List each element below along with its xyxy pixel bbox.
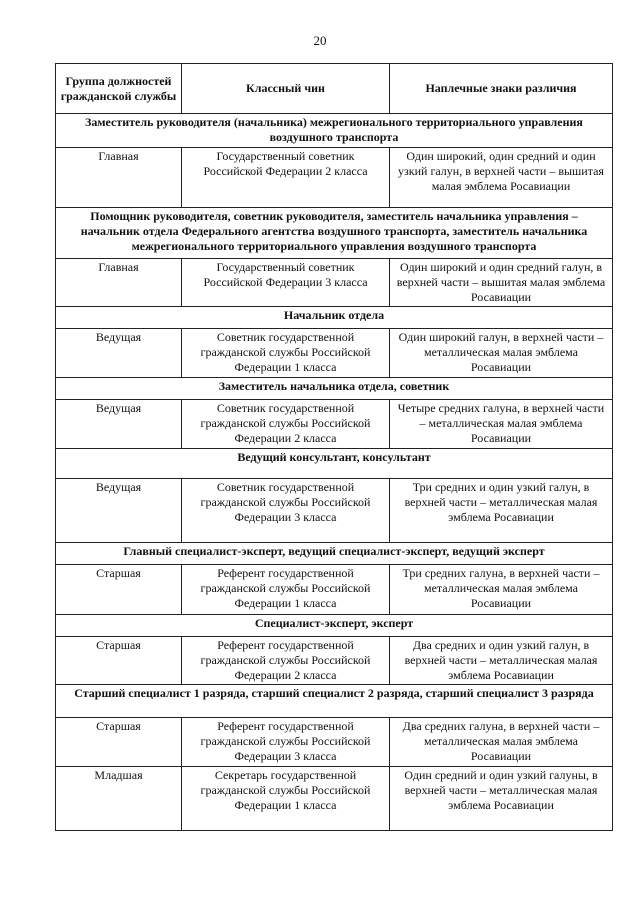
table-row <box>56 479 613 543</box>
section <box>56 543 613 615</box>
insignia-table <box>55 63 613 831</box>
table-row <box>56 718 613 767</box>
section <box>56 307 613 378</box>
cell-rank: Советник государственной гражданской службы Российской Федерации 1 класса <box>182 329 390 378</box>
table-row <box>56 565 613 615</box>
table-row <box>56 329 613 378</box>
cell-group: Младшая <box>56 767 182 831</box>
cell-rank: Референт государственной гражданской службы Российской Федерации 1 класса <box>182 565 390 615</box>
cell-group: Старшая <box>56 718 182 767</box>
section <box>56 685 613 831</box>
table-row <box>56 637 613 685</box>
section-title: Специалист-эксперт, эксперт <box>56 615 613 637</box>
cell-insignia: Один широкий и один средний галун, в верхней части – вышитая малая эмблема Росавиации <box>390 259 613 307</box>
cell-insignia: Три средних и один узкий галун, в верхней части – металлическая малая эмблема Росавиации <box>390 479 613 543</box>
cell-insignia: Один широкий галун, в верхней части – металлическая малая эмблема Росавиации <box>390 329 613 378</box>
section <box>56 615 613 685</box>
cell-rank: Советник государственной гражданской службы Российской Федерации 3 класса <box>182 479 390 543</box>
cell-rank: Государственный советник Российской Федерации 2 класса <box>182 148 390 208</box>
cell-insignia: Четыре средних галуна, в верхней части – металлическая малая эмблема Росавиации <box>390 400 613 449</box>
section-title: Заместитель начальника отдела, советник <box>56 378 613 400</box>
section-title: Помощник руководителя, советник руководителя, заместитель начальника управления – начальник отдела Федерального агентства воздушного транспорта, заместитель начальника межрегионального территориального управления воздушного транспорта <box>56 208 613 259</box>
cell-rank: Советник государственной гражданской службы Российской Федерации 2 класса <box>182 400 390 449</box>
cell-group: Старшая <box>56 637 182 685</box>
cell-rank: Государственный советник Российской Федерации 3 класса <box>182 259 390 307</box>
cell-insignia: Один средний и один узкий галуны, в верхней части – металлическая малая эмблема Росавиации <box>390 767 613 831</box>
cell-group: Главная <box>56 148 182 208</box>
section-title: Начальник отдела <box>56 307 613 329</box>
table-row <box>56 767 613 831</box>
cell-insignia: Два средних галуна, в верхней части – металлическая малая эмблема Росавиации <box>390 718 613 767</box>
cell-rank: Референт государственной гражданской службы Российской Федерации 2 класса <box>182 637 390 685</box>
cell-group: Главная <box>56 259 182 307</box>
header-row <box>56 64 613 114</box>
cell-insignia: Три средних галуна, в верхней части – металлическая малая эмблема Росавиации <box>390 565 613 615</box>
table-row <box>56 259 613 307</box>
section-title: Главный специалист-эксперт, ведущий специалист-эксперт, ведущий эксперт <box>56 543 613 565</box>
section-title: Ведущий консультант, консультант <box>56 449 613 479</box>
cell-insignia: Два средних и один узкий галун, в верхней части – металлическая малая эмблема Росавиации <box>390 637 613 685</box>
table-row <box>56 400 613 449</box>
cell-group: Ведущая <box>56 400 182 449</box>
header-group: Группа должностей гражданской службы <box>56 64 182 114</box>
section-title: Старший специалист 1 разряда, старший специалист 2 разряда, старший специалист 3 разряда <box>56 685 613 718</box>
page-number: 20 <box>313 33 327 48</box>
header-class-rank: Классный чин <box>182 64 390 114</box>
cell-group: Ведущая <box>56 329 182 378</box>
section <box>56 114 613 208</box>
table-row <box>56 148 613 208</box>
cell-rank: Референт государственной гражданской службы Российской Федерации 3 класса <box>182 718 390 767</box>
header-insignia: Наплечные знаки различия <box>390 64 613 114</box>
section <box>56 208 613 307</box>
cell-group: Старшая <box>56 565 182 615</box>
section <box>56 449 613 543</box>
cell-insignia: Один широкий, один средний и один узкий галун, в верхней части – вышитая малая эмблема Росавиации <box>390 148 613 208</box>
section-title: Заместитель руководителя (начальника) межрегионального территориального управления воздушного транспорта <box>56 114 613 148</box>
section <box>56 378 613 449</box>
cell-group: Ведущая <box>56 479 182 543</box>
cell-rank: Секретарь государственной гражданской службы Российской Федерации 1 класса <box>182 767 390 831</box>
